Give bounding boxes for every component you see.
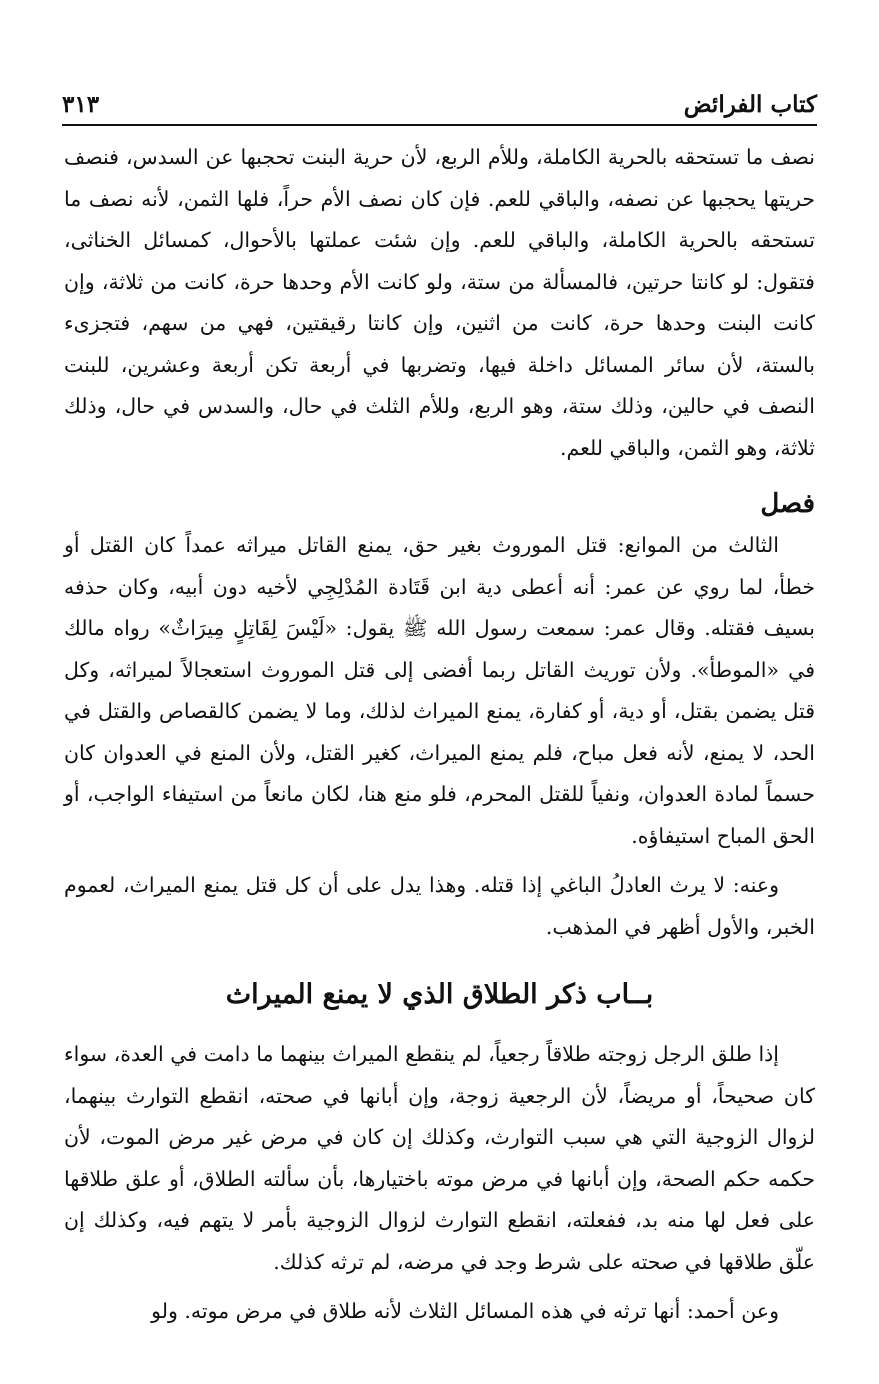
page-number: ٣١٣	[62, 91, 100, 118]
chapter-heading: بــاب ذكر الطلاق الذي لا يمنع الميراث	[225, 979, 654, 1010]
paragraph-divorce: إذا طلق الرجل زوجته طلاقاً رجعياً، لم ينقطع الميراث بينهما ما دامت في العدة، سواء كان صحيحاً، أو مريضاً، لأن الرجعية زوجة، وإن أبانها في صحته، انقطع التوارث بينهما، لزوال الزوجية التي هي سبب التوارث، وكذلك إن كان في مرض غير مرض الموت، لأن حكمه حكم الصحة، وإن أبانها في مرض موته باختيارها، بأن سألته الطلاق، أو علق طلاقها على فعل لها منه بد، ففعلته، انقطع التوارث لزوال الزوجية بأمر لا يتهم فيه، وكذلك إن علّق طلاقها في صحته على شرط وجد في مرضه، لم ترثه كذلك.	[64, 1042, 815, 1274]
paragraph-ahmad: وعن أحمد: أنها ترثه في هذه المسائل الثلاث لأنه طلاق في مرض موته. ولو	[151, 1299, 779, 1323]
running-header	[62, 82, 817, 118]
section-heading-fasl: فصل	[760, 489, 815, 519]
page-body	[64, 137, 815, 1333]
header-rule	[62, 124, 817, 126]
book-title: كتاب الفرائض	[683, 91, 817, 118]
paragraph-third-impediment: الثالث من الموانع: قتل الموروث بغير حق، يمنع القاتل ميراثه عمداً كان القتل أو خطأ، لما روي عن عمر: أنه أعطى دية ابن قَتَادة المُدْلِجِي لأخيه دون أبيه، وكان حذفه بسيف فقتله. وقال عمر: سمعت رسول الله ﷺ يقول: «لَيْسَ لِقَاتِلٍ مِيرَاثٌ» رواه مالك في «الموطأ». ولأن توريث القاتل ربما أفضى إلى قتل الموروث استعجالاً لميراثه، وكل قتل يضمن بقتل، أو دية، أو كفارة، يمنع الميراث لذلك، وما لا يضمن كالقصاص والقتل في الحد، لا يمنع، لأنه فعل مباح، فلم يمنع الميراث، كغير القتل، ولأن المنع في العدوان كان حسماً لمادة العدوان، ونفياً للقتل المحرم، فلو منع هنا، لكان مانعاً من استيفاء الواجب، أو الحق المباح استيفاؤه.	[64, 533, 815, 848]
paragraph-narration: وعنه: لا يرث العادلُ الباغي إذا قتله. وهذا يدل على أن كل قتل يمنع الميراث، لعموم الخبر، والأول أظهر في المذهب.	[64, 873, 815, 939]
paragraph-continuation: نصف ما تستحقه بالحرية الكاملة، وللأم الربع، لأن حرية البنت تحجبها عن السدس، فنصف حريتها يحجبها عن نصفه، والباقي للعم. فإن كان نصف الأم حراً، فلها الثمن، لأنه نصف ما تستحقه بالحرية الكاملة، والباقي للعم. وإن شئت عملتها بالأحوال، كمسائل الخناثى، فتقول: لو كانتا حرتين، فالمسألة من ستة، ولو كانت الأم وحدها حرة، كانت من ثلاثة، وإن كانت البنت وحدها حرة، كانت من اثنين، وإن كانتا رقيقتين، فهي من سهم، فتجزىء بالستة، لأن سائر المسائل داخلة فيها، وتضربها في أربعة تكن أربعة وعشرين، للبنت النصف في حالين، وذلك ستة، وهو الربع، وللأم الثلث في حال، والسدس في حال، وذلك ثلاثة، وهو الثمن، والباقي للعم.	[64, 145, 815, 460]
